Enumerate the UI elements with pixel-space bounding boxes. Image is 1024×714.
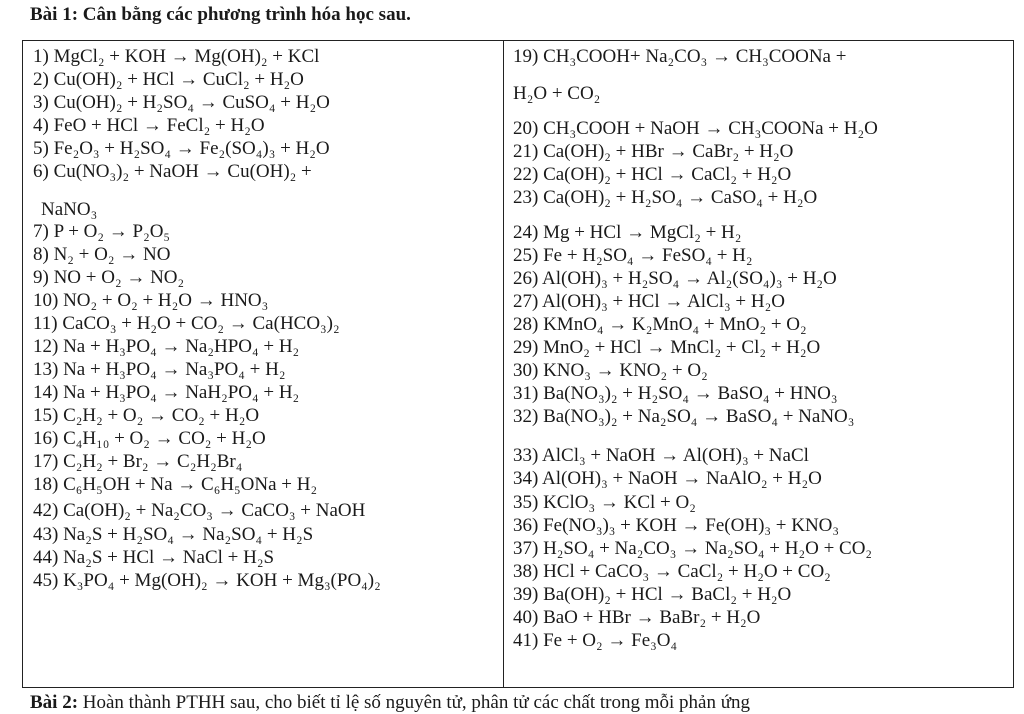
equation-27: 27) Al(OH)₃ + HCl → AlCl₃ + H₂O — [513, 291, 785, 312]
equation-44: 44) Na₂S + HCl → NaCl + H₂S — [33, 547, 275, 568]
equation-33: 33) AlCl₃ + NaOH → Al(OH)₃ + NaCl — [513, 445, 809, 466]
equation-40: 40) BaO + HBr → BaBr₂ + H₂O — [513, 607, 761, 628]
equation-29: 29) MnO₂ + HCl → MnCl₂ + Cl₂ + H₂O — [513, 337, 821, 358]
equation-23: 23) Ca(OH)₂ + H₂SO₄ → CaSO₄ + H₂O — [513, 187, 818, 208]
equation-37: 37) H₂SO₄ + Na₂CO₃ → Na₂SO₄ + H₂O + CO₂ — [513, 538, 873, 559]
column-divider — [503, 41, 504, 687]
equation-18: 18) C₆H₅OH + Na → C₆H₅ONa + H₂ — [33, 474, 318, 495]
equation-8: 8) N₂ + O₂ → NO — [33, 244, 171, 265]
equation-17: 17) C₂H₂ + Br₂ → C₂H₂Br₄ — [33, 451, 243, 472]
equation-28: 28) KMnO₄ → K₂MnO₄ + MnO₂ + O₂ — [513, 314, 807, 335]
equation-25: 25) Fe + H₂SO₄ → FeSO₄ + H₂ — [513, 245, 753, 266]
exercise-2-instructions: Hoàn thành PTHH sau, cho biết tỉ lệ số nguyên tử, phân tử các chất trong mỗi phản ứng — [78, 692, 751, 713]
equation-21: 21) Ca(OH)₂ + HBr → CaBr₂ + H₂O — [513, 141, 794, 162]
equation-14: 14) Na + H₃PO₄ → NaH₂PO₄ + H₂ — [33, 382, 300, 403]
equation-15: 15) C₂H₂ + O₂ → CO₂ + H₂O — [33, 405, 260, 426]
equation-42: 42) Ca(OH)₂ + Na₂CO₃ → CaCO₃ + NaOH — [33, 500, 366, 521]
equation-1: 1) MgCl₂ + KOH → Mg(OH)₂ + KCl — [33, 46, 320, 67]
equation-43: 43) Na₂S + H₂SO₄ → Na₂SO₄ + H₂S — [33, 524, 314, 545]
equation-5: 5) Fe₂O₃ + H₂SO₄ → Fe₂(SO₄)₃ + H₂O — [33, 138, 330, 159]
equation-36: 36) Fe(NO₃)₃ + KOH → Fe(OH)₃ + KNO₃ — [513, 515, 840, 536]
equation-20: 20) CH₃COOH + NaOH → CH₃COONa + H₂O — [513, 118, 878, 139]
equation-24: 24) Mg + HCl → MgCl₂ + H₂ — [513, 222, 742, 243]
equation-45: 45) K₃PO₄ + Mg(OH)₂ → KOH + Mg₃(PO₄)₂ — [33, 570, 381, 591]
equation-12: 12) Na + H₃PO₄ → Na₂HPO₄ + H₂ — [33, 336, 300, 357]
equation-39: 39) Ba(OH)₂ + HCl → BaCl₂ + H₂O — [513, 584, 792, 605]
page-title: Bài 1: Cân bằng các phương trình hóa học sau. — [30, 4, 411, 25]
equation-26: 26) Al(OH)₃ + H₂SO₄ → Al₂(SO₄)₃ + H₂O — [513, 268, 837, 289]
equation-3: 3) Cu(OH)₂ + H₂SO₄ → CuSO₄ + H₂O — [33, 92, 330, 113]
equation-16: 16) C₄H₁₀ + O₂ → CO₂ + H₂O — [33, 428, 266, 449]
equation-9: 9) NO + O₂ → NO₂ — [33, 267, 185, 288]
equation-31: 31) Ba(NO₃)₂ + H₂SO₄ → BaSO₄ + HNO₃ — [513, 383, 838, 404]
exercise-2-label: Bài 2: — [30, 692, 79, 713]
equations-table — [22, 40, 1014, 688]
equation-11: 11) CaCO₃ + H₂O + CO₂ → Ca(HCO₃)₂ — [33, 313, 340, 334]
equation-30: 30) KNO₃ → KNO₂ + O₂ — [513, 360, 708, 381]
equation-34: 34) Al(OH)₃ + NaOH → NaAlO₂ + H₂O — [513, 468, 822, 489]
equation-6-continued: NaNO₃ — [41, 199, 98, 220]
equation-19: 19) CH₃COOH+ Na₂CO₃ → CH₃COONa + — [513, 46, 847, 67]
equation-10: 10) NO₂ + O₂ + H₂O → HNO₃ — [33, 290, 269, 311]
equation-32: 32) Ba(NO₃)₂ + Na₂SO₄ → BaSO₄ + NaNO₃ — [513, 406, 855, 427]
equation-41: 41) Fe + O₂ → Fe₃O₄ — [513, 630, 678, 651]
equation-35: 35) KClO₃ → KCl + O₂ — [513, 492, 696, 513]
exercise-2-heading — [30, 692, 750, 714]
equation-6: 6) Cu(NO₃)₂ + NaOH → Cu(OH)₂ + — [33, 161, 312, 182]
equation-7: 7) P + O₂ → P₂O₅ — [33, 221, 171, 242]
equation-2: 2) Cu(OH)₂ + HCl → CuCl₂ + H₂O — [33, 69, 304, 90]
equation-38: 38) HCl + CaCO₃ → CaCl₂ + H₂O + CO₂ — [513, 561, 831, 582]
equation-22: 22) Ca(OH)₂ + HCl → CaCl₂ + H₂O — [513, 164, 792, 185]
equation-19-continued: H₂O + CO₂ — [513, 83, 601, 104]
equation-4: 4) FeO + HCl → FeCl₂ + H₂O — [33, 115, 265, 136]
equation-13: 13) Na + H₃PO₄ → Na₃PO₄ + H₂ — [33, 359, 286, 380]
